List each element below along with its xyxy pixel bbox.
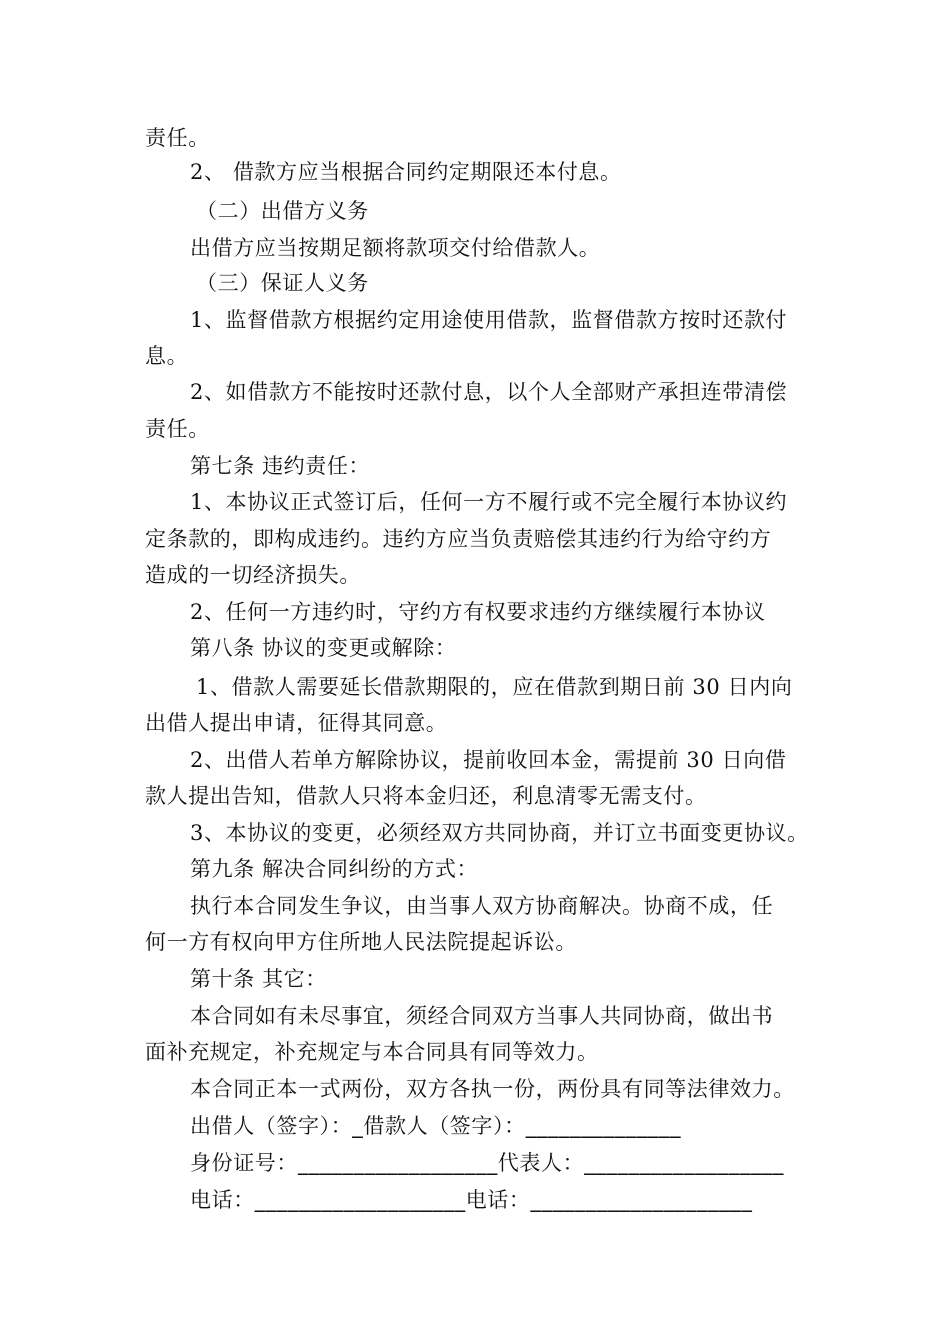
text-line: 款人提出告知，借款人只将本金归还，利息清零无需支付。 xyxy=(145,784,707,808)
signature-line-phone: 电话：___________________电话：____________________ xyxy=(190,1188,753,1212)
text-line: 出借方应当按期足额将款项交付给借款人。 xyxy=(190,236,601,260)
article-heading: 第八条 协议的变更或解除： xyxy=(190,636,457,660)
text-line: 1、借款人需要延长借款期限的，应在借款到期日前 30 日内向 xyxy=(196,675,793,699)
text-line: 息。 xyxy=(145,344,189,368)
text-line: 2、 借款方应当根据合同约定期限还本付息。 xyxy=(190,160,622,184)
text-line: 2、出借人若单方解除协议，提前收回本金，需提前 30 日向借 xyxy=(190,748,787,772)
article-heading: 第七条 违约责任： xyxy=(190,454,371,478)
text-line: 责任。 xyxy=(145,126,210,150)
text-line: 何一方有权向甲方住所地人民法院提起诉讼。 xyxy=(145,930,577,954)
text-line: 执行本合同发生争议，由当事人双方协商解决。协商不成，任 xyxy=(190,894,774,918)
signature-line-lender: 出借人（签字）：_借款人（签字）：______________ xyxy=(190,1114,682,1138)
text-line: 3、本协议的变更，必须经双方共同协商，并订立书面变更协议。 xyxy=(190,821,809,845)
text-line: 2、任何一方违约时，守约方有权要求违约方继续履行本协议 xyxy=(190,600,766,624)
section-heading: （三）保证人义务 xyxy=(196,271,369,295)
text-line: 面补充规定，补充规定与本合同具有同等效力。 xyxy=(145,1040,599,1064)
article-heading: 第十条 其它： xyxy=(190,967,327,991)
signature-line-id: 身份证号：__________________代表人：__________________ xyxy=(190,1151,784,1175)
article-heading: 第九条 解决合同纠纷的方式： xyxy=(190,857,479,881)
text-line: 出借人提出申请，征得其同意。 xyxy=(145,711,448,735)
text-line: 2、如借款方不能按时还款付息，以个人全部财产承担连带清偿 xyxy=(190,380,788,404)
text-line: 1、监督借款方根据约定用途使用借款，监督借款方按时还款付 xyxy=(190,308,788,332)
text-line: 造成的一切经济损失。 xyxy=(145,563,361,587)
text-line: 1、本协议正式签订后，任何一方不履行或不完全履行本协议约 xyxy=(190,490,788,514)
text-line: 本合同如有未尽事宜，须经合同双方当事人共同协商，做出书 xyxy=(190,1004,774,1028)
text-line: 责任。 xyxy=(145,417,210,441)
text-line: 本合同正本一式两份，双方各执一份，两份具有同等法律效力。 xyxy=(190,1077,795,1101)
text-line: 定条款的，即构成违约。违约方应当负责赔偿其违约行为给守约方 xyxy=(145,527,772,551)
section-heading: （二）出借方义务 xyxy=(196,199,369,223)
